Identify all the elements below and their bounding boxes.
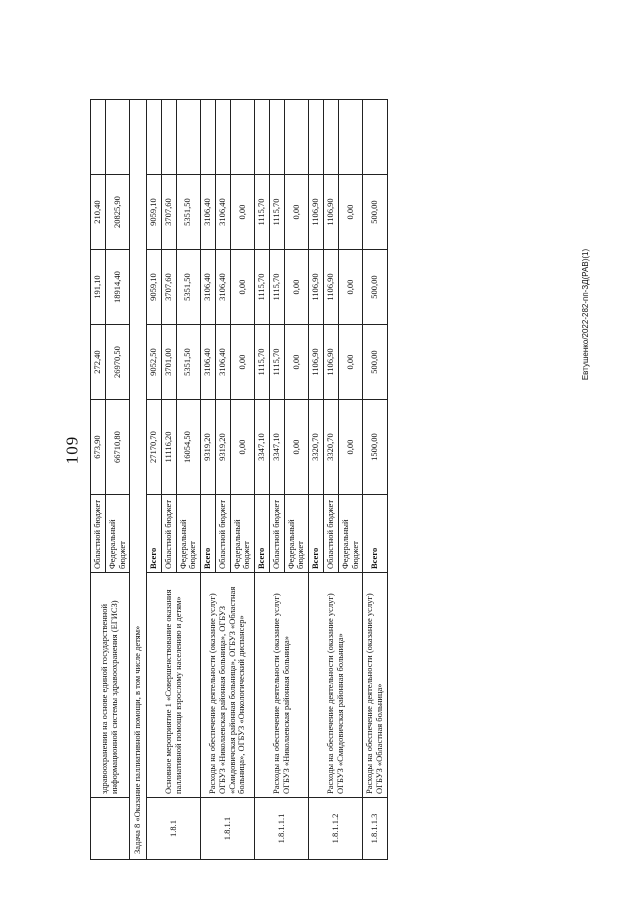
- item-code: 1.8.1.1.2: [309, 798, 363, 860]
- amount-cell: 0,00: [230, 250, 255, 325]
- empty-cell: [363, 100, 388, 175]
- item-code: 1.8.1: [147, 798, 201, 860]
- amount-cell: 26970,50: [105, 325, 130, 400]
- page-number: 109: [62, 435, 82, 465]
- amount-cell: 0,00: [338, 325, 363, 400]
- item-description: Основное мероприятие 1 «Совершенствование оказания паллиативной помощи взрослому населению и детям»: [147, 573, 201, 798]
- item-description: Расходы на обеспечение деятельности (оказание услуг) ОГБУЗ «Николаевская районная больница»: [255, 573, 309, 798]
- amount-cell: 210,40: [91, 175, 106, 250]
- item-description: здравоохранении на основе единой государственной информационной системы здравоохранения (ЕГИСЗ): [91, 573, 130, 798]
- amount-cell: 1115,70: [255, 250, 270, 325]
- item-code: [91, 798, 130, 860]
- budget-table: [90, 99, 388, 860]
- amount-cell: 500,00: [363, 325, 388, 400]
- item-description: Расходы на обеспечение деятельности (оказание услуг) ОГБУЗ «Областная больница»: [363, 573, 388, 798]
- amount-cell: 3106,40: [215, 325, 230, 400]
- empty-cell: [201, 100, 216, 175]
- amount-cell: 500,00: [363, 175, 388, 250]
- amount-cell: 0,00: [284, 250, 309, 325]
- amount-cell: 0,00: [284, 325, 309, 400]
- amount-cell: 3106,40: [215, 175, 230, 250]
- funding-source: Областной бюджет: [91, 495, 106, 573]
- empty-cell: [324, 100, 339, 175]
- amount-cell: 3106,40: [201, 325, 216, 400]
- amount-cell: 1106,90: [324, 175, 339, 250]
- amount-cell: 9059,10: [147, 175, 162, 250]
- table-row: [363, 100, 388, 860]
- amount-cell: 5351,50: [176, 250, 201, 325]
- rotated-table-container: [90, 100, 545, 860]
- amount-cell: 3347,10: [269, 400, 284, 495]
- amount-cell: 1106,90: [309, 175, 324, 250]
- empty-cell: [338, 100, 363, 175]
- amount-cell: 11116,20: [161, 400, 176, 495]
- empty-cell: [284, 100, 309, 175]
- item-description: Расходы на обеспечение деятельности (оказание услуг) ОГБУЗ «Смидовичская районная больница»: [309, 573, 363, 798]
- funding-source: Всего: [309, 495, 324, 573]
- item-description: Расходы на обеспечение деятельности (оказание услуг) ОГБУЗ «Николаевская районная больница», ОГБУЗ «Смидовичская районная больница», ОГБУЗ «Областная больница», ОГБУЗ «Онкологический диспансер»: [201, 573, 255, 798]
- amount-cell: 0,00: [338, 250, 363, 325]
- empty-cell: [230, 100, 255, 175]
- funding-source: Федеральный бюджет: [105, 495, 130, 573]
- funding-source: Всего: [255, 495, 270, 573]
- task-title: Задача 8 «Оказание паллиативной помощи, в том числе детям»: [130, 100, 147, 860]
- amount-cell: 5351,50: [176, 325, 201, 400]
- funding-source: Всего: [363, 495, 388, 573]
- amount-cell: 0,00: [284, 400, 309, 495]
- amount-cell: 1115,70: [269, 325, 284, 400]
- amount-cell: 27170,70: [147, 400, 162, 495]
- table-row: [201, 100, 216, 860]
- amount-cell: 500,00: [363, 250, 388, 325]
- amount-cell: 9059,10: [147, 250, 162, 325]
- amount-cell: 3347,10: [255, 400, 270, 495]
- amount-cell: 0,00: [284, 175, 309, 250]
- amount-cell: 3106,40: [215, 250, 230, 325]
- amount-cell: 3701,00: [161, 325, 176, 400]
- task-row: [130, 100, 147, 860]
- funding-source: Федеральный бюджет: [230, 495, 255, 573]
- table-row: [147, 100, 162, 860]
- amount-cell: 5351,50: [176, 175, 201, 250]
- funding-source: Областной бюджет: [269, 495, 284, 573]
- amount-cell: 20825,90: [105, 175, 130, 250]
- amount-cell: 3106,40: [201, 250, 216, 325]
- amount-cell: 0,00: [230, 400, 255, 495]
- amount-cell: 1115,70: [255, 175, 270, 250]
- amount-cell: 0,00: [230, 325, 255, 400]
- amount-cell: 9319,20: [215, 400, 230, 495]
- item-code: 1.8.1.1.3: [363, 798, 388, 860]
- funding-source: Всего: [147, 495, 162, 573]
- funding-source: Всего: [201, 495, 216, 573]
- item-code: 1.8.1.1: [201, 798, 255, 860]
- amount-cell: 66710,80: [105, 400, 130, 495]
- amount-cell: 0,00: [338, 400, 363, 495]
- empty-cell: [309, 100, 324, 175]
- amount-cell: 18914,40: [105, 250, 130, 325]
- amount-cell: 673,90: [91, 400, 106, 495]
- amount-cell: 191,10: [91, 250, 106, 325]
- amount-cell: 272,40: [91, 325, 106, 400]
- funding-source: Федеральный бюджет: [284, 495, 309, 573]
- empty-cell: [176, 100, 201, 175]
- empty-cell: [161, 100, 176, 175]
- empty-cell: [147, 100, 162, 175]
- item-code: 1.8.1.1.1: [255, 798, 309, 860]
- amount-cell: 1115,70: [255, 325, 270, 400]
- table-row: [91, 100, 106, 860]
- amount-cell: 1106,90: [309, 250, 324, 325]
- empty-cell: [105, 100, 130, 175]
- empty-cell: [255, 100, 270, 175]
- empty-cell: [91, 100, 106, 175]
- funding-source: Федеральный бюджет: [338, 495, 363, 573]
- funding-source: Областной бюджет: [215, 495, 230, 573]
- amount-cell: 3320,70: [324, 400, 339, 495]
- document-stamp: Евтушенко/2022-282-пп-ЗД(РАВ)(1): [581, 248, 591, 381]
- amount-cell: 0,00: [338, 175, 363, 250]
- funding-source: Федеральный бюджет: [176, 495, 201, 573]
- amount-cell: 1115,70: [269, 175, 284, 250]
- amount-cell: 3707,60: [161, 175, 176, 250]
- empty-cell: [215, 100, 230, 175]
- amount-cell: 3106,40: [201, 175, 216, 250]
- table-row: [309, 100, 324, 860]
- amount-cell: 16054,50: [176, 400, 201, 495]
- amount-cell: 3707,60: [161, 250, 176, 325]
- amount-cell: 0,00: [230, 175, 255, 250]
- funding-source: Областной бюджет: [324, 495, 339, 573]
- amount-cell: 1106,90: [324, 250, 339, 325]
- amount-cell: 1106,90: [309, 325, 324, 400]
- amount-cell: 9319,20: [201, 400, 216, 495]
- amount-cell: 1500,00: [363, 400, 388, 495]
- table-row: [255, 100, 270, 860]
- amount-cell: 9052,50: [147, 325, 162, 400]
- amount-cell: 1115,70: [269, 250, 284, 325]
- amount-cell: 3320,70: [309, 400, 324, 495]
- funding-source: Областной бюджет: [161, 495, 176, 573]
- amount-cell: 1106,90: [324, 325, 339, 400]
- empty-cell: [269, 100, 284, 175]
